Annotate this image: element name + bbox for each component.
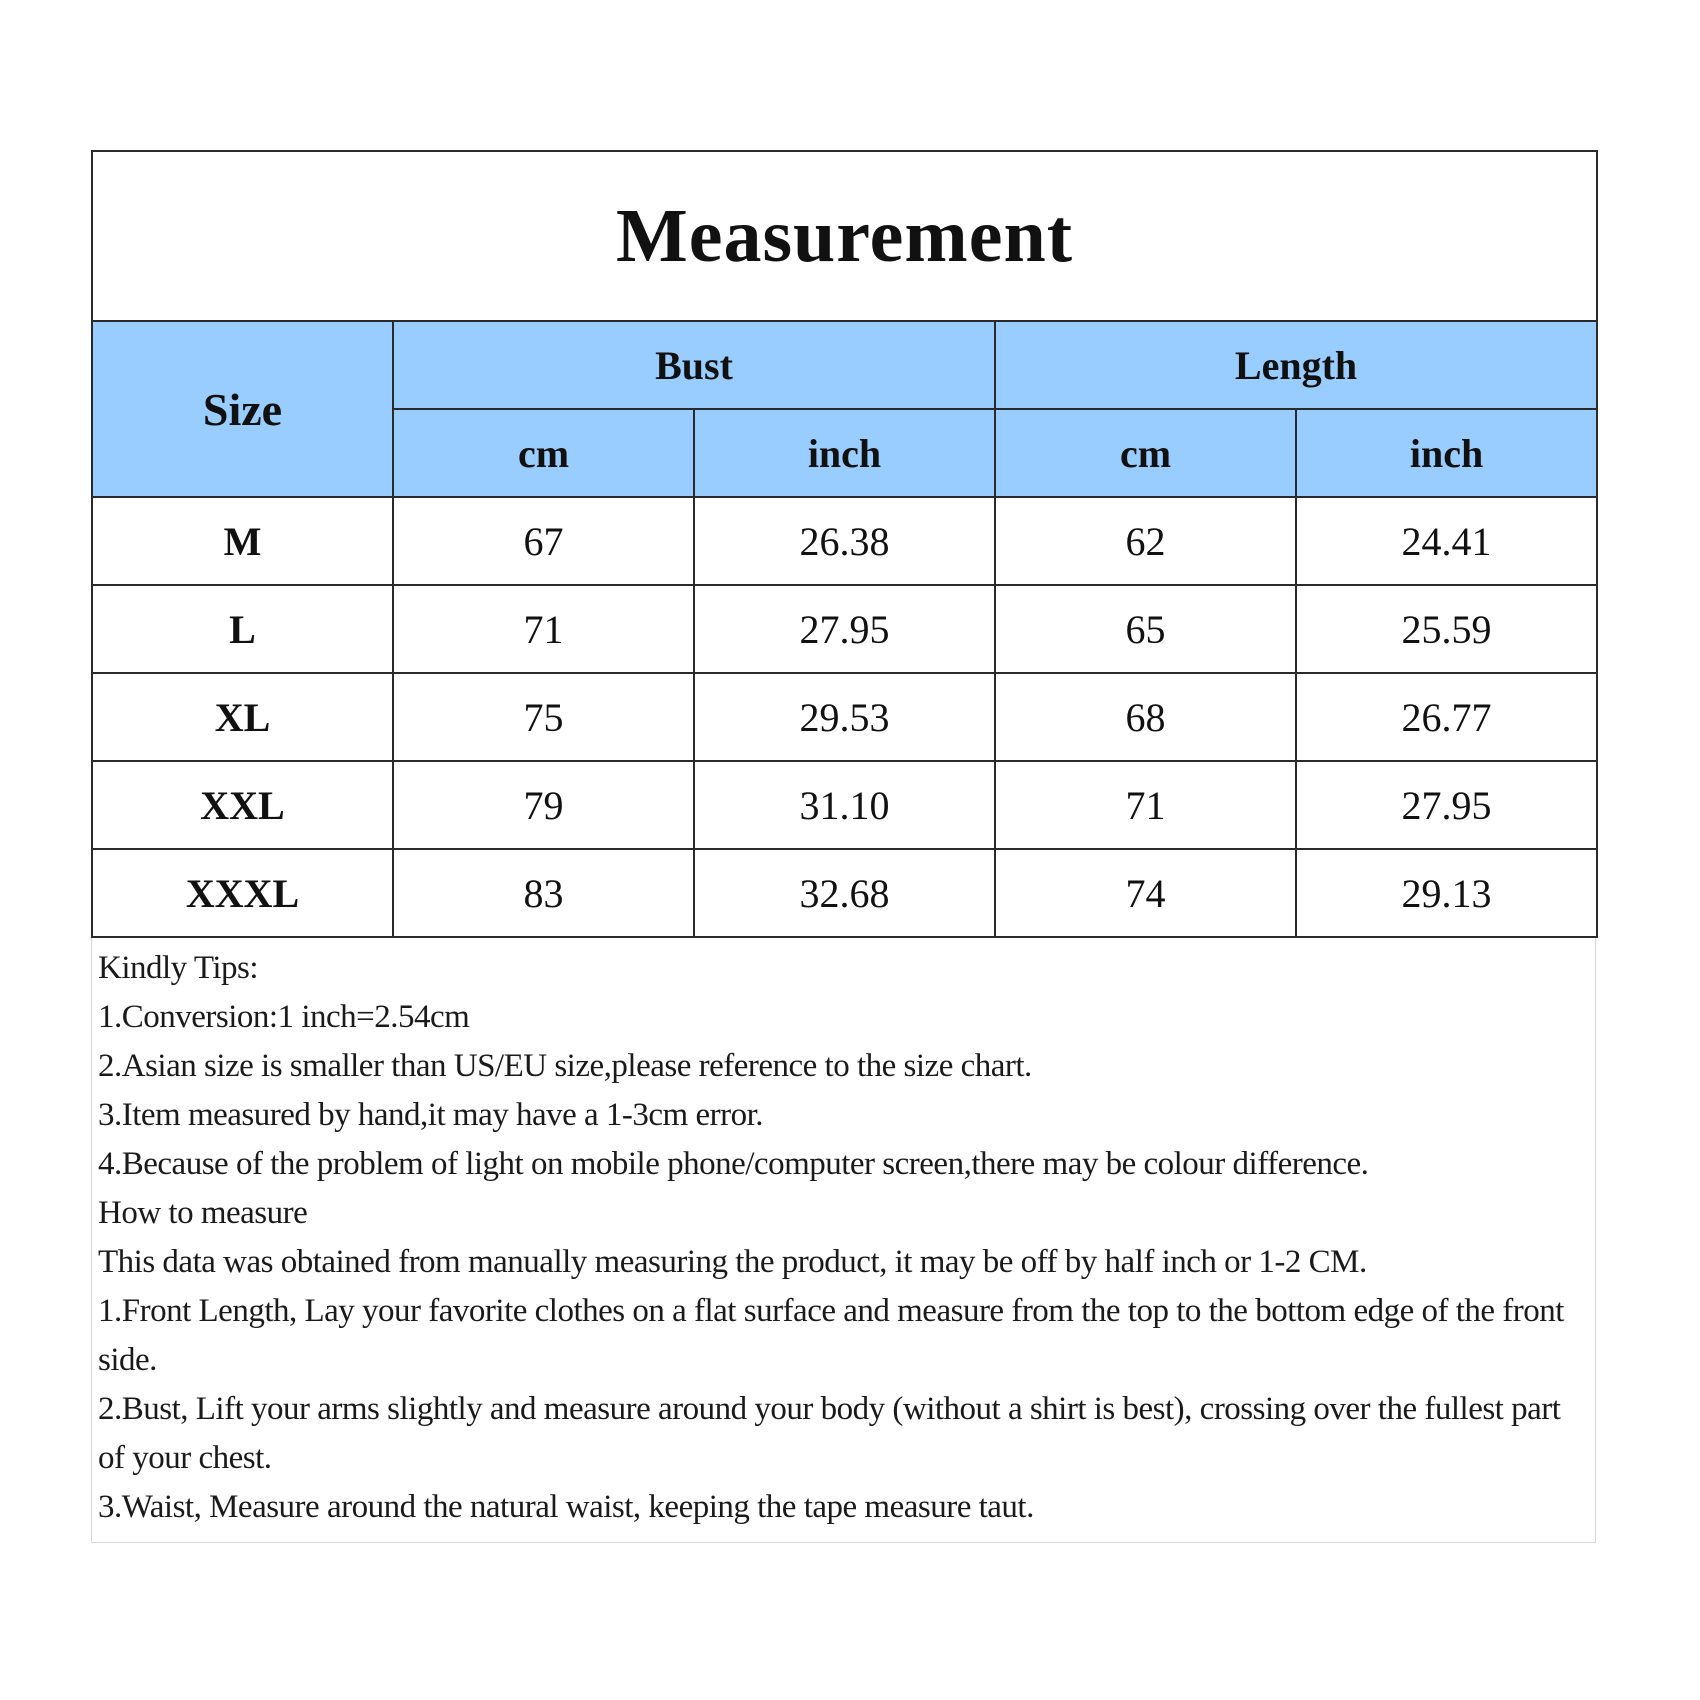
bust-inch-cell: 29.53: [694, 673, 995, 761]
table-row: [92, 761, 1597, 849]
length-inch-cell: 26.77: [1296, 673, 1597, 761]
table-row: [92, 673, 1597, 761]
size-table: [91, 150, 1598, 938]
tip-conversion: 1.Conversion:1 inch=2.54cm: [98, 999, 470, 1035]
size-cell: XL: [92, 673, 393, 761]
measure-note: This data was obtained from manually measuring the product, it may be off by half inch or 1-2 CM.: [98, 1244, 1367, 1280]
size-cell: XXL: [92, 761, 393, 849]
bust-cm-cell: 83: [393, 849, 694, 937]
measure-front-length: 1.Front Length, Lay your favorite clothes on a flat surface and measure from the top to the bottom edge of the front side.: [98, 1293, 1564, 1378]
length-cm-cell: 71: [995, 761, 1296, 849]
table-row: [92, 497, 1597, 585]
bust-cm-cell: 79: [393, 761, 694, 849]
measure-bust: 2.Bust, Lift your arms slightly and measure around your body (without a shirt is best), crossing over the fullest part of your chest.: [98, 1391, 1561, 1476]
length-cm-cell: 62: [995, 497, 1296, 585]
measure-waist: 3.Waist, Measure around the natural waist, keeping the tape measure taut.: [98, 1489, 1034, 1525]
length-inch-cell: 25.59: [1296, 585, 1597, 673]
header-size: Size: [92, 321, 393, 497]
tip-hand-measured: 3.Item measured by hand,it may have a 1-3cm error.: [98, 1097, 764, 1133]
length-cm-cell: 65: [995, 585, 1296, 673]
header-length: Length: [995, 321, 1597, 409]
bust-cm-cell: 75: [393, 673, 694, 761]
tips-heading: Kindly Tips:: [98, 950, 258, 986]
header-length-inch: inch: [1296, 409, 1597, 497]
table-row: [92, 585, 1597, 673]
tip-colour-difference: 4.Because of the problem of light on mobile phone/computer screen,there may be colour difference.: [98, 1146, 1369, 1182]
length-cm-cell: 68: [995, 673, 1296, 761]
header-bust-inch: inch: [694, 409, 995, 497]
header-bust: Bust: [393, 321, 995, 409]
length-cm-cell: 74: [995, 849, 1296, 937]
bust-inch-cell: 31.10: [694, 761, 995, 849]
tip-asian-size: 2.Asian size is smaller than US/EU size,please reference to the size chart.: [98, 1048, 1032, 1084]
size-cell: XXXL: [92, 849, 393, 937]
bust-inch-cell: 32.68: [694, 849, 995, 937]
size-cell: L: [92, 585, 393, 673]
size-cell: M: [92, 497, 393, 585]
size-chart: [91, 150, 1596, 1543]
length-inch-cell: 29.13: [1296, 849, 1597, 937]
header-bust-cm: cm: [393, 409, 694, 497]
header-length-cm: cm: [995, 409, 1296, 497]
length-inch-cell: 24.41: [1296, 497, 1597, 585]
tips-section: [91, 938, 1596, 1543]
bust-cm-cell: 71: [393, 585, 694, 673]
how-to-measure-heading: How to measure: [98, 1195, 308, 1231]
length-inch-cell: 27.95: [1296, 761, 1597, 849]
page-title: Measurement: [92, 151, 1597, 321]
table-row: [92, 849, 1597, 937]
bust-cm-cell: 67: [393, 497, 694, 585]
bust-inch-cell: 26.38: [694, 497, 995, 585]
bust-inch-cell: 27.95: [694, 585, 995, 673]
